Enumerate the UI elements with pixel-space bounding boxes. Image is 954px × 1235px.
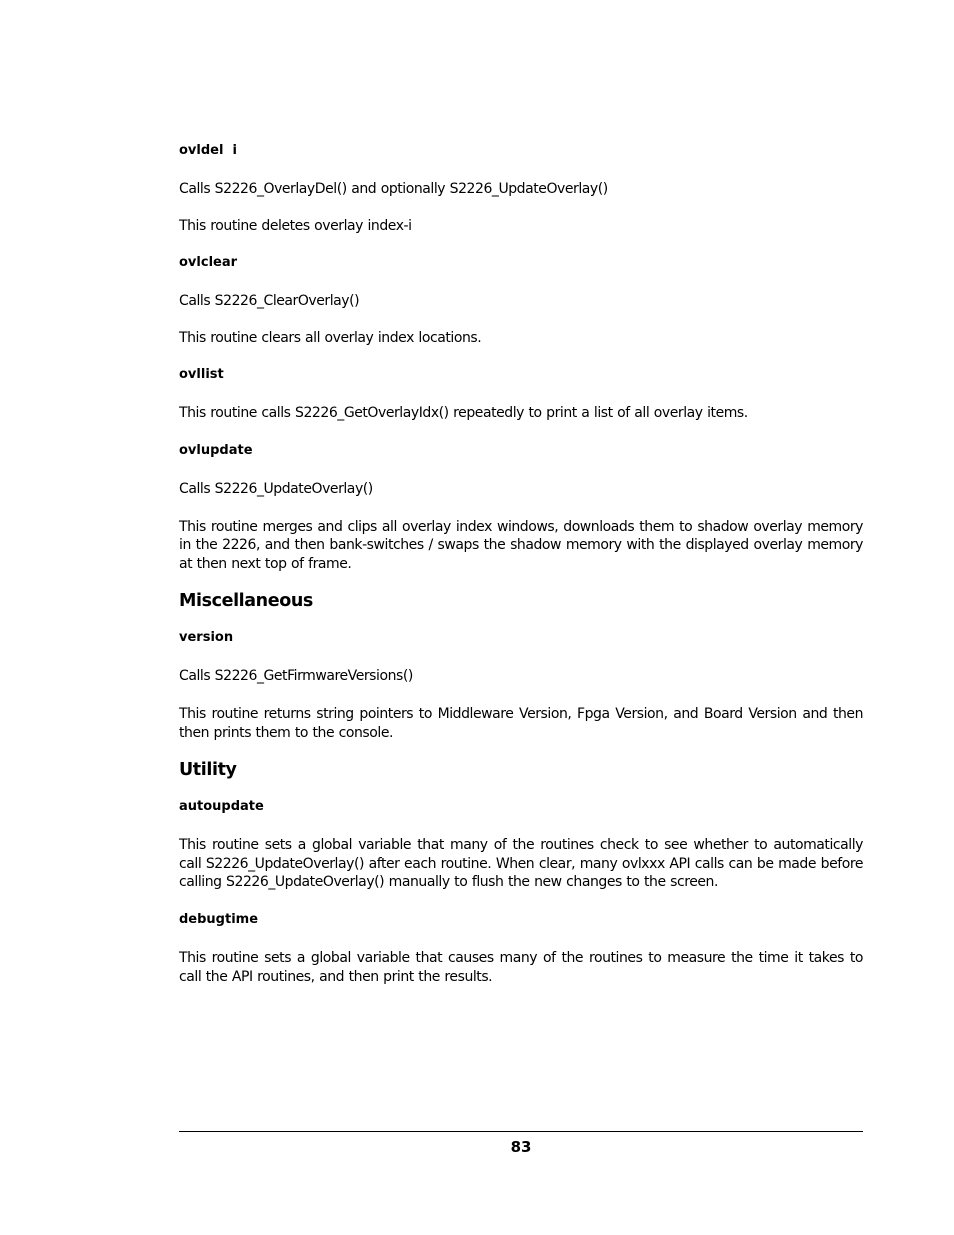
command-heading-version: version bbox=[179, 630, 234, 646]
section-title-miscellaneous: Miscellaneous bbox=[179, 591, 313, 612]
description-version: This routine returns string pointers to Middleware Version, Fpga Version, and Board Version and then then prints them to the console. bbox=[179, 705, 863, 741]
command-heading-autoupdate: autoupdate bbox=[179, 799, 264, 815]
command-heading-ovlclear: ovlclear bbox=[179, 255, 238, 271]
calls-text-ovlclear: Calls S2226_ClearOverlay() bbox=[179, 293, 360, 310]
command-heading-ovlupdate: ovlupdate bbox=[179, 442, 253, 458]
description-autoupdate: This routine sets a global variable that many of the routines check to see whether to automatically call S2226_UpdateOverlay() after each routine. When clear, many ovlxxx API calls can be made before calling S2226_UpdateOverlay() manually to flush the new changes to the screen. bbox=[179, 837, 863, 891]
calls-text-version: Calls S2226_GetFirmwareVersions() bbox=[179, 668, 413, 685]
calls-text-ovldel: Calls S2226_OverlayDel() and optionally S2226_UpdateOverlay() bbox=[179, 181, 608, 197]
description-ovlupdate: This routine merges and clips all overlay index windows, downloads them to shadow overlay memory in the 2226, and then bank-switches / swaps the shadow memory with the displayed overlay memory at then next top of frame. bbox=[179, 518, 863, 572]
description-debugtime: This routine sets a global variable that causes many of the routines to measure the time it takes to call the API routines, and then print the results. bbox=[179, 949, 863, 985]
command-heading-debugtime: debugtime bbox=[179, 911, 259, 927]
section-title-utility: Utility bbox=[179, 760, 237, 781]
command-heading-ovllist: ovllist bbox=[179, 367, 224, 383]
command-heading-ovldel: ovldel i bbox=[179, 143, 237, 158]
description-ovlclear: This routine clears all overlay index locations. bbox=[179, 329, 482, 346]
calls-text-ovlupdate: Calls S2226_UpdateOverlay() bbox=[179, 480, 373, 497]
page-content bbox=[179, 138, 863, 986]
page-number: 83 bbox=[510, 1138, 532, 1156]
description-ovldel: This routine deletes overlay index-i bbox=[179, 217, 412, 234]
description-ovllist: This routine calls S2226_GetOverlayIdx() repeatedly to print a list of all overlay items. bbox=[179, 405, 748, 422]
footer-divider bbox=[179, 1131, 863, 1132]
